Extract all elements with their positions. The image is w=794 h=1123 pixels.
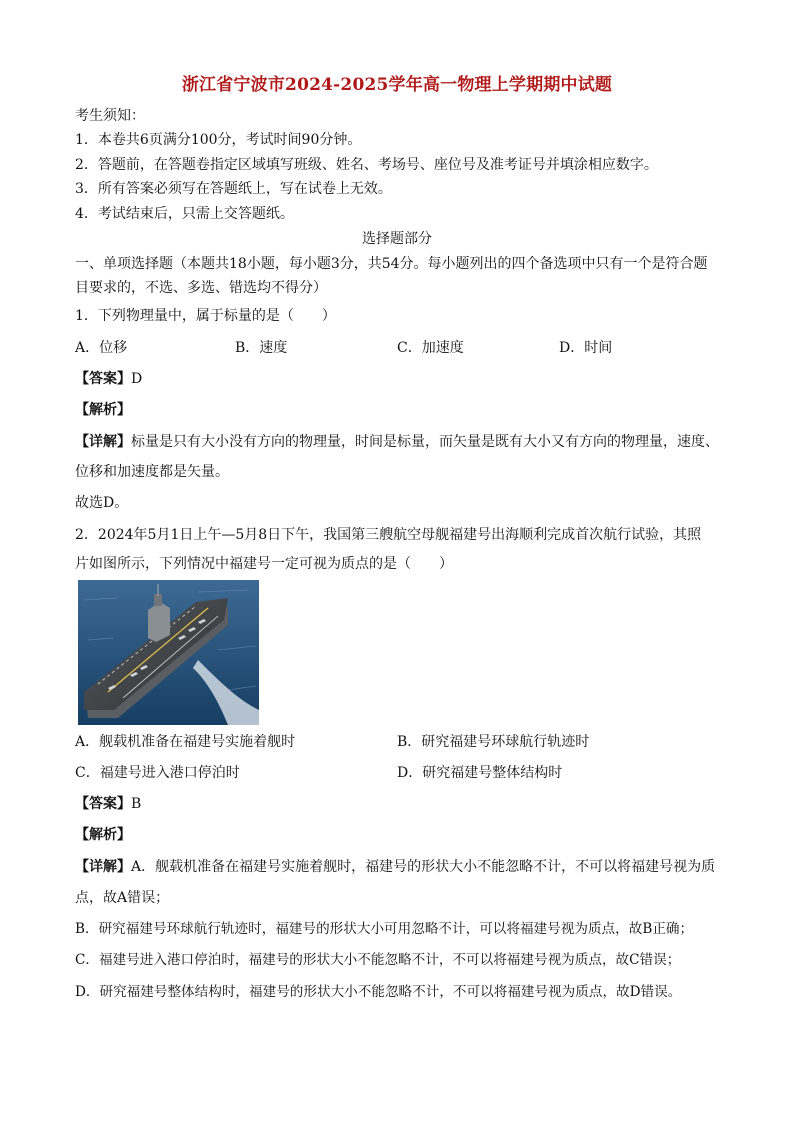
notice-heading: 考生须知： <box>75 108 145 124</box>
answer-label: 【答案】 <box>75 796 131 812</box>
answer-value: B <box>131 796 142 812</box>
detail-label: 【详解】 <box>75 434 131 450</box>
detail-text: A．舰载机准备在福建号实施着舰时，福建号的形状大小不能忽略不计，不可以将福建号视为质 <box>131 859 716 875</box>
question-1-conclusion: 故选D。 <box>75 495 129 511</box>
question-1-stem: 1．下列物理量中，属于标量的是（ ） <box>75 308 336 324</box>
question-2-analysis-label: 【解析】 <box>75 827 131 843</box>
notice-item: 1．本卷共6页满分100分，考试时间90分钟。 <box>75 132 362 148</box>
question-1-detail-cont: 位移和加速度都是矢量。 <box>75 464 229 480</box>
aircraft-carrier-photo <box>78 580 259 725</box>
question-2-detail-b: B．研究福建号环球航行轨迹时，福建号的形状大小可用忽略不计，可以将福建号视为质点，故B正确； <box>75 921 694 937</box>
question-1-option-d: D．时间 <box>559 340 613 356</box>
answer-value: D <box>131 371 143 387</box>
question-2-option-d: D．研究福建号整体结构时 <box>397 765 563 781</box>
exam-title: 浙江省宁波市2024-2025学年高一物理上学期期中试题 <box>181 75 613 95</box>
detail-label: 【详解】 <box>75 859 131 875</box>
question-2-option-a: A．舰载机准备在福建号实施着舰时 <box>75 734 296 750</box>
question-1-option-c: C．加速度 <box>397 340 464 356</box>
notice-item: 3．所有答案必须写在答题纸上，写在试卷上无效。 <box>75 181 392 197</box>
question-2-detail-d: D．研究福建号整体结构时，福建号的形状大小不能忽略不计，不可以将福建号视为质点，故D错误。 <box>75 984 682 1000</box>
question-2-option-c: C．福建号进入港口停泊时 <box>75 765 240 781</box>
question-2-stem-cont: 片如图所示，下列情况中福建号一定可视为质点的是（ ） <box>75 556 453 572</box>
section-title: 选择题部分 <box>362 231 432 247</box>
question-2-detail-cont: 点，故A错误； <box>75 890 170 906</box>
question-2-stem: 2．2024年5月1日上午—5月8日下午，我国第三艘航空母舰福建号出海顺利完成首次航行试验，其照 <box>75 527 702 543</box>
answer-label: 【答案】 <box>75 371 131 387</box>
notice-item: 2．答题前，在答题卷指定区域填写班级、姓名、考场号、座位号及准考证号并填涂相应数字。 <box>75 157 658 173</box>
question-1-option-a: A．位移 <box>75 340 128 356</box>
aircraft-carrier-illustration <box>78 580 259 725</box>
question-1-option-b: B．速度 <box>235 340 288 356</box>
question-2-answer <box>75 794 141 814</box>
question-2-detail <box>75 857 715 877</box>
question-1-analysis-label: 【解析】 <box>75 402 131 418</box>
question-1-detail <box>75 432 719 452</box>
question-2-option-b: B．研究福建号环球航行轨迹时 <box>397 734 590 750</box>
section-intro: 目要求的，不选、多选、错选均不得分） <box>75 280 327 296</box>
notice-item: 4．考试结束后，只需上交答题纸。 <box>75 206 294 222</box>
detail-text: 标量是只有大小没有方向的物理量，时间是标量，而矢量是既有大小又有方向的物理量，速度、 <box>131 434 719 450</box>
question-2-detail-c: C．福建号进入港口停泊时，福建号的形状大小不能忽略不计，不可以将福建号视为质点，故C错误； <box>75 952 681 968</box>
question-1-answer <box>75 369 142 389</box>
section-intro: 一、单项选择题（本题共18小题，每小题3分，共54分。每小题列出的四个备选项中只有一个是符合题 <box>75 256 708 272</box>
